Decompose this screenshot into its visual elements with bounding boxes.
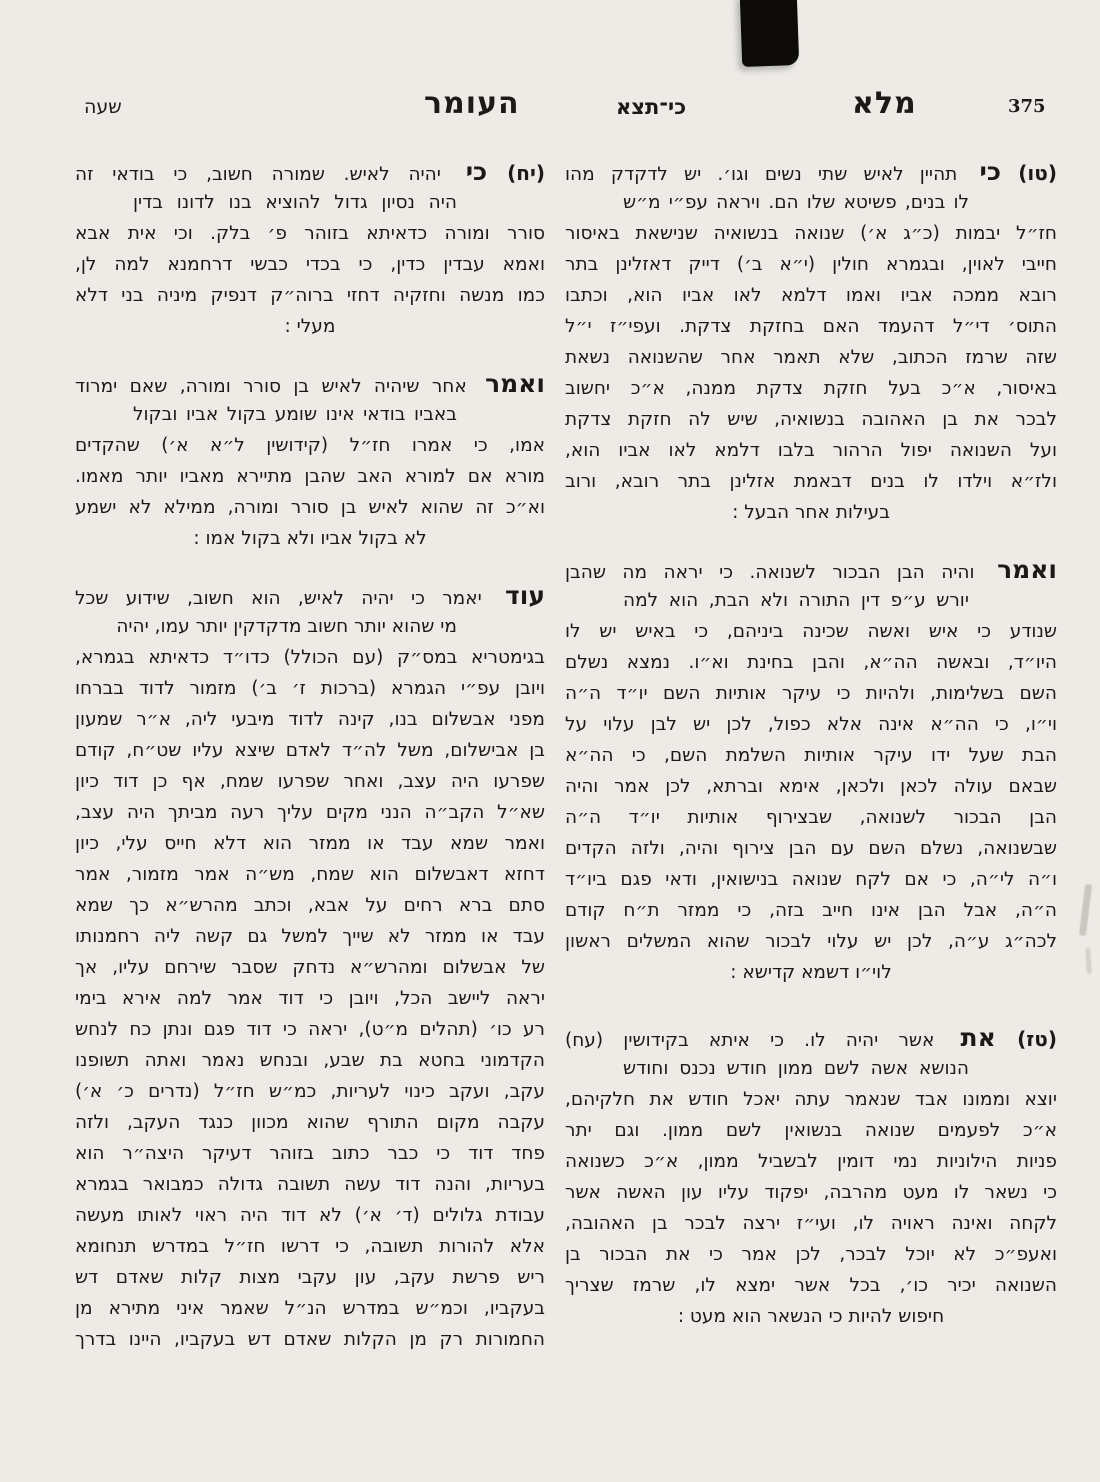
text-line: חיפוש להיות כי הנשאר הוא מעט : xyxy=(677,1306,945,1327)
text-line: (יח) כי יהיה לאיש. שמורה חשוב, כי בודאי זה xyxy=(75,157,545,186)
text-line: עבודת גלולים (ד׳ א׳) לא דוד היה ראוי לאותו מעשה xyxy=(75,1205,545,1226)
text-line: ואמא עבדין כדין, כי בכדי כבשי דרחמנא למה לן, xyxy=(75,254,545,275)
text-line: באביו בודאי אינו שומע בקול אביו ובקול xyxy=(133,404,457,425)
text-line: לקחה ואינה ראויה לו, ועי״ז ירצה לבכר בן האהובה, xyxy=(565,1213,1057,1234)
text-line: פניות הילוניות נמי דומין לבשביל ממון, א״כ כשנואה xyxy=(565,1151,1057,1172)
text-line: ולז״א וילדו לו בנים דבאמת אזלינן בתר רובא, ורוב xyxy=(565,471,1057,492)
scan-edge-smudge xyxy=(1079,884,1092,936)
text-line: יוצא וממונו אבד שנאמר עתה יאכל חודש את חלקיהם, xyxy=(565,1089,1057,1110)
page-number: 375 xyxy=(1008,96,1046,117)
lead-word: כי xyxy=(465,157,488,186)
verse-marker: (טו) xyxy=(1001,161,1057,185)
text-line: הבן הבכור לשנואה, שבצירוף אותיות יו״ד ה״ה xyxy=(565,807,1057,828)
text-line: השם בשלימות, ולהיות כי עיקר אותיות השם יו״ד ה״ה xyxy=(565,683,1057,704)
lead-word: ואמר xyxy=(997,555,1057,584)
lead-word: עוד xyxy=(505,581,545,610)
text-line: (טז) את אשר יהיה לו. כי איתא בקידושין (עח) xyxy=(565,1023,1057,1052)
verse-marker: (יח) xyxy=(487,161,545,185)
text-line: ואמר והיה הבן הבכור לשנואה. כי יראה מה שהבן xyxy=(565,555,1057,584)
text-line: שבאם עולה לכאן ולכאן, אימא וברתא, לכן אמר והיה xyxy=(565,776,1057,797)
text-line: שזה שרמז הכתוב, שלא תאמר אחר שהשנואה נשאת xyxy=(565,347,1057,368)
paragraph xyxy=(75,156,545,342)
text-line: התוס׳ די״ל דהעמד האם בחזקת צדקת. ועפי״ז י״ל xyxy=(565,316,1057,337)
text-line: לבכר את בן האהובה בנשואיה, שיש לה חזקת צדקת xyxy=(565,409,1057,430)
text-line: באיסור, א״כ בעל חזקת צדקת ממנה, א״כ יחשוב xyxy=(565,378,1057,399)
lead-word: כי xyxy=(979,157,1002,186)
column-left xyxy=(75,156,545,1381)
text-line: שבשנואה, נשלם השם עם הבן צירוף והיה, ולזה הקדים xyxy=(565,838,1057,859)
text-line: פחד דוד כי כבר כתוב בזוהר דעיקר היצה״ר הוא xyxy=(75,1143,545,1164)
text-line: בגימטריא במס״ק (עם הכולל) כדו״ד כדאיתא בגמרא, xyxy=(75,647,545,668)
paragraph xyxy=(75,580,545,1355)
text-line: לכה״ג ע״ה, לכן יש עלוי לבכור שהוא המשלים ראשון xyxy=(565,931,1057,952)
text-line: אלא להורות תשובה, כי דרשו חז״ל במדרש תנחומא xyxy=(75,1236,545,1257)
text-line: סורר ומורה כדאיתא בזוהר פ׳ בלק. וכי אית אבא xyxy=(75,223,545,244)
text-line: בן אבישלום, משל לה״ד לאדם שיצא עליו שט״ח, קודם xyxy=(75,740,545,761)
column-right xyxy=(565,156,1057,1358)
text-line: לוי״ו דשמא קדישא : xyxy=(730,962,892,983)
text-line: של אבשלום ומהרש״א נדחק שסבר שירחם עליו, אך xyxy=(75,957,545,978)
sefer-title-left: העומר xyxy=(424,86,520,121)
text-line: לא בקול אביו ולא בקול אמו : xyxy=(193,528,427,549)
text-line: ואמר אחר שיהיה לאיש בן סורר ומורה, שאם ימרוד xyxy=(75,369,545,398)
text-line: לו בנים, פשיטא שלו הם. ויראה עפ״י מ״ש xyxy=(623,192,969,213)
text-line: וי״ו, כי הה״א אינה אלא כפול, לכן יש לבן עלוי על xyxy=(565,714,1057,735)
text-line: הקדמוני בחטא בת שבע, ובנחש נאמר ואתה תשופנו xyxy=(75,1050,545,1071)
text-line: מעלי : xyxy=(284,316,336,337)
text-line: השנואה יכיר כו׳, בכל אשר ימצא לו, שרמז שצריך xyxy=(565,1275,1057,1296)
text-line: (טו) כי תהיין לאיש שתי נשים וגו׳. יש לדקדק מהו xyxy=(565,157,1057,186)
text-line: חז״ל יבמות (כ״ג א׳) שנואה בנשואיה שנישאת באיסור xyxy=(565,223,1057,244)
text-line: היו״ד, ובאשה הה״א, והבן בחינת וא״ו. נמצא נשלם xyxy=(565,652,1057,673)
text-line: א״כ לפעמים שנואה בנשואין לשם ממון. וגם יתר xyxy=(565,1120,1057,1141)
text-line: אמו, כי אמרו חז״ל (קידושין ל״א א׳) שהקדים xyxy=(75,435,545,456)
text-line: ה״ה, אבל הבן אינו חייב בזה, כי ממזר ת״ח קודם xyxy=(565,900,1057,921)
text-line: מפני אבשלום בנו, קינה לדוד מיבעי ליה, א״ר שמעון xyxy=(75,709,545,730)
text-line: עקבה מקום התורף שהוא מכוון כנגד העקב, ולזה xyxy=(75,1112,545,1133)
section-label: שעה xyxy=(84,96,122,118)
text-line: יראה ליישב הכל, ויובן כי דוד אמר למה אירא בימי xyxy=(75,988,545,1009)
paragraph xyxy=(565,156,1057,528)
text-line: יורש ע״פ דין התורה ולא הבת, הוא למה xyxy=(623,590,969,611)
text-line: רובא ממכה אביו ואמו דלמא לאו אביו הוא, וכתבו xyxy=(565,285,1057,306)
text-line: בעריות, והנה דוד עשה תשובה גדולה כמבואר בגמרא xyxy=(75,1174,545,1195)
text-line: כי נשאר לו מעט מהרבה, יפקוד עליו עון האשה אשר xyxy=(565,1182,1057,1203)
text-line: ויובן עפ״י הגמרא (ברכות ז׳ ב׳) מזמור לדוד בברחו xyxy=(75,678,545,699)
text-line: עקב, ועקב כינוי לעריות, כמ״ש חז״ל (נדרים כ׳ א׳) xyxy=(75,1081,545,1102)
text-line: סתם ברא רחים על אבא, וכתב מהרש״א כך שמא xyxy=(75,895,545,916)
text-line: רע כו׳ (תהלים מ״ט), יראה כי דוד פגם ונתן כח לנחש xyxy=(75,1019,545,1040)
text-line: ואעפ״כ לא יוכל לבכר, לכן אמר כי את הבכור בן xyxy=(565,1244,1057,1265)
text-line: שפרעו היה עצב, ואחר שפרעו שמח, אף כן דוד כיון xyxy=(75,771,545,792)
paragraph xyxy=(565,1022,1057,1332)
text-line: ריש פרשת עקב, עון עקבי מצות קלות שאדם דש xyxy=(75,1267,545,1288)
paragraph xyxy=(565,554,1057,988)
text-line: וא״כ זה שהוא לאיש בן סורר ומורה, ממילא לא ישמע xyxy=(75,497,545,518)
text-line: שא״ל הקב״ה הנני מקים עליך רעה מביתך היה עצב, xyxy=(75,802,545,823)
text-line: עוד יאמר כי יהיה לאיש, הוא חשוב, שידוע שכל xyxy=(75,581,545,610)
text-line: הנושא אשה לשם ממון חודש נכנס וחודש xyxy=(623,1058,969,1079)
paragraph xyxy=(75,368,545,554)
parsha-name: כי־תצא xyxy=(616,94,687,119)
text-line: דחזא דאבשלום הוא שמח, מש״ה אמר מזמור, אמר xyxy=(75,864,545,885)
text-line: עבד או ממזר לא שייך למשל גם קשה ליה רחמנותו xyxy=(75,926,545,947)
verse-marker: (טז) xyxy=(995,1027,1057,1051)
text-line: הבת שעל ידו עיקר אותיות השלמת השם, כי הה״א xyxy=(565,745,1057,766)
text-line: בעקביו, וכמ״ש במדרש הנ״ל שאמר איני מתירא מן xyxy=(75,1298,545,1319)
lead-word: ואמר xyxy=(485,369,545,398)
scan-artifact-blob xyxy=(740,0,799,67)
text-line: היה נסיון גדול להוציא בנו לדונו בדין xyxy=(133,192,457,213)
text-line: שנודע כי איש ואשה שכינה ביניהם, כי באיש יש לו xyxy=(565,621,1057,642)
scan-edge-smudge-small xyxy=(1085,948,1092,974)
text-line: בעילות אחר הבעל : xyxy=(732,502,890,523)
text-line: מי שהוא יותר חשוב מדקדקין יותר עמו, יהיה xyxy=(116,616,457,637)
text-line: החמורות רק מן הקלות שאדם דש בעקביו, היינו בדרך xyxy=(75,1329,545,1350)
text-line: מורא אם למורא האב שהבן מתיירא מאביו יותר מאמו. xyxy=(75,466,545,487)
lead-word: את xyxy=(960,1023,996,1052)
text-line: כמו מנשה וחזקיה דחזי ברוה״ק דנפיק מיניה בני דלא xyxy=(75,285,545,306)
sefer-title-right: מלא xyxy=(852,86,917,121)
text-line: ואמר שמא עבד או ממזר הוא דלא חייס עלי, כיון xyxy=(75,833,545,854)
text-line: חייבי לאוין, ובגמרא חולין (י״א ב׳) דייק דאזלינן בתר xyxy=(565,254,1057,275)
text-line: ועל השנואה יפול הרהור בלבו דלמא לאו אביו הוא, xyxy=(565,440,1057,461)
text-line: ו״ה לי״ה, כי אם לקח שנואה בנישואין, ודאי פגם ביו״ד xyxy=(565,869,1057,890)
